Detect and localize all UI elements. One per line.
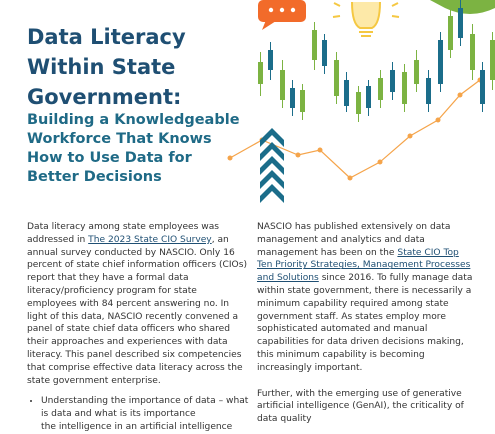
candle-body (366, 86, 371, 108)
chevron-stack-icon (260, 128, 284, 203)
top-ten-priorities-link[interactable]: State CIO Top Ten Priority Strategies, Management Processes and Solutions (257, 247, 471, 284)
candle-body (458, 8, 463, 38)
candle-body (448, 16, 453, 50)
lightbulb-icon (333, 2, 399, 36)
candle-body (300, 90, 305, 112)
candle-body (312, 30, 317, 60)
competency-list (27, 395, 249, 421)
candle-body (268, 50, 273, 70)
candle-body (402, 72, 407, 104)
candle-body (334, 60, 339, 96)
intro-paragraph: Data literacy among state employees was addressed in The 2023 State CIO Survey, an annual survey conducted by NASCIO. Only 16 percent of state chief information officers (CIOs) report that they have a formal data literacy/proficiency program for state employees with 84 percent answering no. In light of this data, NASCIO recently convened a panel of state chief data officers who shared their approaches and experiences with data literacy. This panel described six competencies that comprise effective data literacy across the state government enterprise. (27, 222, 247, 386)
candle-body (322, 40, 327, 66)
candle-body (426, 78, 431, 104)
state-cio-survey-link[interactable]: The 2023 State CIO Survey (88, 234, 212, 245)
candle-body (390, 70, 395, 92)
left-column (27, 221, 249, 434)
candle-body (356, 92, 361, 114)
candle-body (290, 88, 295, 108)
nascio-paragraph: NASCIO has published extensively on data management and analytics and data management has been on the State CIO Top Ten Priority Strategies, Management Processes and Solutions since 2016. To fully manage data within state government, there is necessarily a minimum capability required among state government staff. As states employ more sophisticated automated and manual capabilities for data driven decisions making, this minimum capability is becoming increasingly important. (257, 222, 473, 373)
candle-body (480, 70, 485, 104)
candle-body (438, 40, 443, 84)
candle-body (470, 34, 475, 70)
page-subtitle: Building a Knowledgeable Workforce That Knows How to Use Data for Better Decisions (27, 112, 240, 185)
candle-body (344, 80, 349, 106)
candle-body (258, 62, 263, 84)
list-continuation: the intelligence in an artificial intelligence (41, 421, 233, 432)
candle-body (280, 70, 285, 100)
candle-body (490, 40, 495, 80)
page-title: Data Literacy Within State Government: (27, 25, 186, 109)
list-item: • Understanding the importance of data – what is data and what is its importance (41, 395, 249, 421)
candle-body (414, 60, 419, 84)
speech-bubble-icon (258, 0, 306, 30)
candle-body (378, 78, 383, 100)
right-column (257, 221, 477, 426)
genai-paragraph: Further, with the emerging use of generative artificial intelligence (GenAI), the criticality of data quality (257, 388, 464, 425)
